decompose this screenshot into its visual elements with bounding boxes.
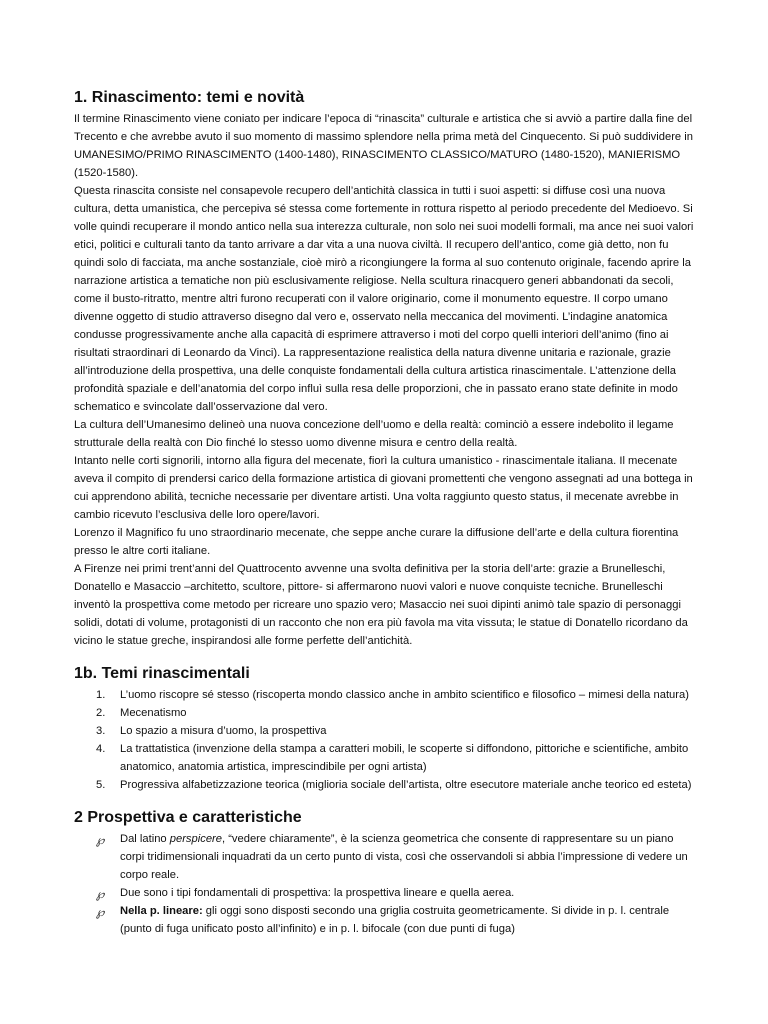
list-item: 2. Mecenatismo: [96, 707, 187, 719]
paragraph: Il termine Rinascimento viene coniato per indicare l’epoca di “rinascita” culturale e artistica che si avviò a partire dalla fine del Trecento e che avrebbe avuto il suo momento di massimo splendore nella prima metà del Cinquecento. Si può suddividere in UMANESIMO/PRIMO RINASCIMENTO (1400-1480), RINASCIMENTO CLASSICO/MATURO (1480-1520), MANIERISMO (1520-1580).: [74, 113, 693, 179]
paragraph: La cultura dell’Umanesimo delineò una nuova concezione dell’uomo e della realtà: cominciò a essere indebolito il legame strutturale della realtà con Dio finché lo stesso uomo divenne misura e centro della realtà.: [74, 419, 674, 449]
list-item: ℘ Dal latino perspicere, “vedere chiaramente”, è la scienza geometrica che consente di rappresentare su un piano corpi tridimensionali inquadrati da un certo punto di vista, così che osservandoli si abbia l’impressione di vedere un corpo reale.: [96, 833, 688, 881]
list-item: ℘ Due sono i tipi fondamentali di prospettiva: la prospettiva lineare e quella aerea.: [96, 887, 515, 901]
section-title: 1b. Temi rinascimentali: [74, 665, 250, 682]
list-item: 5. Progressiva alfabetizzazione teorica (miglioria sociale dell’artista, oltre esecutore materiale anche teorico ed esteta): [96, 779, 692, 791]
section-title: 1. Rinascimento: temi e novità: [74, 89, 305, 106]
bullet-icon: ℘: [96, 887, 105, 901]
paragraph: Lorenzo il Magnifico fu uno straordinario mecenate, che seppe anche curare la diffusione dell’arte e della cultura fiorentina presso le altre corti italiane.: [74, 527, 679, 557]
paragraph: A Firenze nei primi trent’anni del Quattrocento avvenne una svolta definitiva per la storia dell’arte: grazie a Brunelleschi, Donatello e Masaccio –architetto, scultore, pittore- si affermarono nuovi valori e nuove conquiste tecniche. Brunelleschi inventò la prospettiva come metodo per ricreare uno spazio vero; Masaccio nei suoi dipinti animò tale spazio di personaggi solidi, dotati di volume, protagonisti di un racconto che non era più favola ma vita vissuta; le statue di Donatello ricordano da vicino le statue greche, inspirandosi alle forme perfette dell’antichità.: [74, 563, 688, 647]
section-prospettiva: [74, 808, 698, 938]
section-rinascimento: [74, 88, 698, 650]
bullet-icon: ℘: [96, 905, 105, 919]
section-temi-rinascimentali: [74, 664, 698, 794]
paragraph: Questa rinascita consiste nel consapevole recupero dell’antichità classica in tutti i suoi aspetti: si diffuse così una nuova cultura, detta umanistica, che percepiva sé stessa come fortemente in rottura rispetto al periodo precedente del Medioevo. Si volle quindi recuperare il mondo antico nella sua interezza culturale, non solo nei suoi modelli formali, ma ance nei suoi valori etici, politici e culturali tanto da tanto arrivare a dar vita a una nuova civiltà. Il recupero dell’antico, come già detto, non fu quindi solo di facciata, ma anche sostanziale, cioè mirò a ricongiungere la forma al suo contenuto originale, facendo aprire la narrazione artistica a tematiche non più esclusivamente religiose. Nella scultura rinacquero generi abbandonati da secoli, come il busto-ritratto, mentre altri furono recuperati con il valore originario, come il monumento equestre. Il corpo umano divenne oggetto di studio attraverso disegno dal vero e, osservato nella meccanica del movimenti. L’indagine anatomica condusse progressivamente anche alla capacità di esprimere attraverso i moti del corpo quelli interiori dell’animo (fino ai risultati straordinari di Leonardo da Vinci). La rappresentazione realistica della natura divenne unitaria e razionale, grazie all’introduzione della prospettiva, una delle conquiste fondamentali della cultura artistica rinascimentale. L’attenzione della profondità spaziale e dell’anatomia del corpo influì sulla resa delle proporzioni, che in passato erano state definite in modo schematico e svincolate dall’osservazione dal vero.: [74, 185, 694, 413]
list-item: 1. L’uomo riscopre sé stesso (riscoperta mondo classico anche in ambito scientifico e filosofico – mimesi della natura): [96, 689, 689, 701]
paragraph: Intanto nelle corti signorili, intorno alla figura del mecenate, fiorì la cultura umanistico - rinascimentale italiana. Il mecenate aveva il compito di prendersi carico della formazione artistica di giovani promettenti che vengono assegnati ad una bottega in cui apprendono abilità, tecniche necessarie per diventare artisti. Una volta raggiunto questo status, il mecenate avrebbe in cambio ricevuto l’esclusiva delle loro opere/lavori.: [74, 455, 693, 521]
bullet-list: [74, 830, 698, 938]
bullet-icon: ℘: [96, 833, 105, 847]
numbered-list: [74, 686, 698, 794]
list-item: 3. Lo spazio a misura d’uomo, la prospettiva: [96, 725, 327, 737]
section-title: 2 Prospettiva e caratteristiche: [74, 809, 302, 826]
list-item: ℘ Nella p. lineare: gli oggi sono disposti secondo una griglia costruita geometricamente. Si divide in p. l. centrale (punto di fuga unificato posto all’infinito) e in p. l. bifocale (con due punti di fuga): [96, 905, 670, 935]
list-item: 4. La trattatistica (invenzione della stampa a caratteri mobili, le scoperte si diffondono, pittoriche e scientifiche, ambito anatomico, anatomia artistica, imprescindibile per ogni artista): [96, 743, 689, 773]
section-body: [74, 110, 698, 650]
